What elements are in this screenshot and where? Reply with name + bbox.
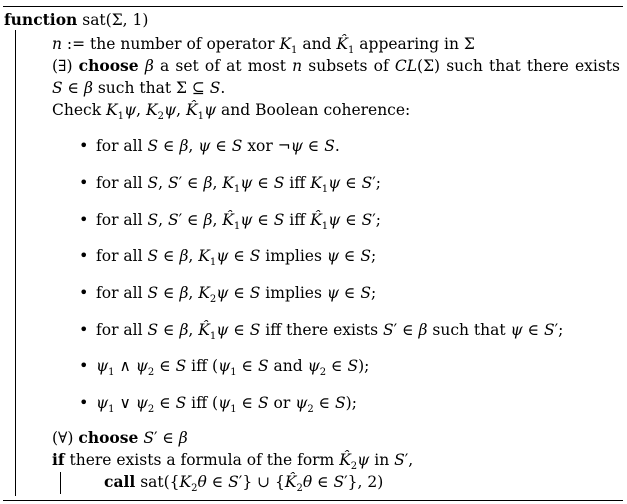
condition-item: $\psi_1$ ∨ $\psi_2$ ∈ S iff ($\psi_1$ ∈ S or $\psi_2$ ∈ S); <box>96 394 357 416</box>
choose-line-1: (∃) choose β a set of at most n subsets of CL(Σ) such that there exists <box>52 56 620 75</box>
bullet-dot: • <box>79 320 89 339</box>
condition-item: for all S ∈ β, ψ ∈ S xor ¬ψ ∈ S. <box>96 137 340 155</box>
condition-item: for all S, S′ ∈ β, $K_1\psi$ ∈ S iff $K_1\psi$ ∈ S′; <box>96 174 382 196</box>
bullet-dot: • <box>79 393 89 412</box>
choose-line-2: S ∈ β such that Σ ⊆ S. <box>52 79 226 97</box>
forall-choose-line: (∀) choose S′ ∈ β <box>52 428 188 447</box>
condition-item: for all S ∈ β, $K_2\psi$ ∈ S implies ψ ∈ S; <box>96 284 377 306</box>
bullet-dot: • <box>79 356 89 375</box>
check-line: Check $K_1\psi$, $K_2\psi$, $K̂_1\psi$ and Boolean coherence: <box>52 101 411 123</box>
bullet-dot: • <box>79 246 89 265</box>
function-header: function sat(Σ, 1) <box>4 10 149 29</box>
condition-item: $\psi_1$ ∧ $\psi_2$ ∈ S iff ($\psi_1$ ∈ S and $\psi_2$ ∈ S); <box>96 357 370 379</box>
call-line: call $sat(\{K_2\theta$ ∈ S′} ∪ {$K̂_2\theta$ ∈ S′}, 2) <box>104 472 384 495</box>
assign-n-line: n := the number of operator $K_1$ and $K̂_1$ appearing in Σ <box>52 35 475 57</box>
bullet-dot: • <box>79 173 89 192</box>
if-line: if there exists a formula of the form $K̂_2\psi$ in S′, <box>52 450 414 473</box>
condition-item: for all S ∈ β, $K_1\psi$ ∈ S implies ψ ∈ S; <box>96 247 377 269</box>
bullet-dot: • <box>79 136 89 155</box>
function-block-bar <box>15 30 16 496</box>
bullet-dot: • <box>79 283 89 302</box>
bullet-dot: • <box>79 210 89 229</box>
condition-item: for all S, S′ ∈ β, $K̂_1\psi$ ∈ S iff $K̂_1\psi$ ∈ S′; <box>96 211 382 233</box>
condition-item: for all S ∈ β, $K̂_1\psi$ ∈ S iff there exists S′ ∈ β such that ψ ∈ S′; <box>96 321 564 343</box>
